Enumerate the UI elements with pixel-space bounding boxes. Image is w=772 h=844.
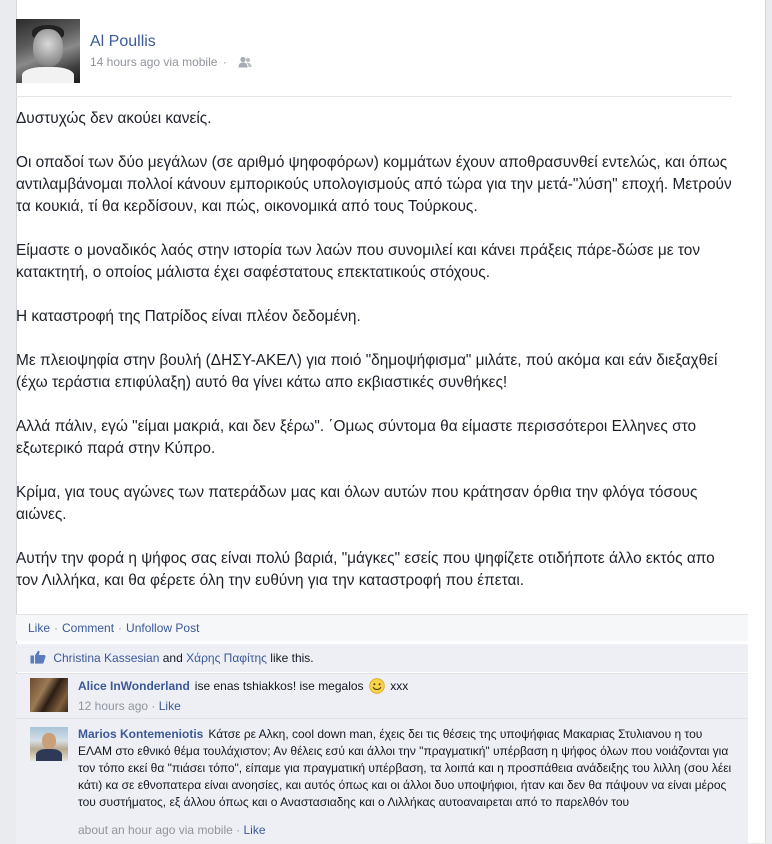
header-divider	[16, 96, 732, 97]
commenter-avatar[interactable]	[30, 678, 68, 712]
post-header	[16, 19, 736, 83]
comment-content	[78, 726, 738, 811]
avatar-shirt	[22, 67, 74, 83]
comment-meta	[78, 823, 266, 837]
comment-content	[78, 678, 738, 695]
likes-and: and	[162, 651, 183, 665]
post-paragraph: Οι οπαδοί των δύο μεγάλων (σε αριθμό ψηφοφόρων) κομμάτων έχουν αποθρασυνθεί εντελώς, και όπως αντιλαμβάνομαι πολλοί κάνουν εμπορικούς υπολογισμούς από τώρα για την μετά-"λύση" εποχή. Μετρούν τα κουκιά, τί θα κερδίσουν, και πώς, οικονομικά από τους Τούρκους.	[16, 154, 732, 215]
post-via: via mobile	[163, 55, 218, 69]
meta-separator: ·	[151, 699, 156, 713]
comment-text: ise enas tshiakkos! ise megalos	[194, 679, 364, 693]
post-paragraph: Αυτήν την φορά η ψήφος σας είναι πολύ βαριά, "μάγκες" εσείς που ψηφίζετε οτιδήποτε άλλο εκτός απο τον Λιλλήκα, και θα φέρετε όλη την ευθύνη για την καταστροφή που έπεται.	[16, 550, 715, 589]
meta-separator: ·	[236, 823, 241, 837]
post-paragraph: Δυστυχώς δεν ακούει κανείς.	[16, 110, 212, 127]
comment-text: Κάτσε ρε Αλκη, cool down man, έχεις δει τις θέσεις της υποψήφιας Μακαριας Στυλιανου η του ΕΛΑΜ στο εθνικό θέμα τουλάχιστον; Αν θέλεις εσύ και άλλοι την "πραγματική" υπέρβαση η ψήφος όλων που νοιάζονται για τον τόπο εκεί θα "πιάσει τόπο", είπαμε για πραγματική υπέρβαση, τα λοιπά και η προσπάθεια ανάδειξης του λιλλη (σου λέει κάτι) κα σε εθνοπατερα είναι ανοησίες, και αυτός όπως και οι άλλοι δυο υποψήφιοι, ήταν και δεν θα πάψουν να είναι μέρος του συστήματος, εξ άλλου όπως και ο Αναστασιαδης και ο Λιλλήκας αυτοαναιρεται από το παρελθόν του	[78, 727, 732, 809]
commenter-avatar[interactable]	[30, 727, 68, 761]
comment-item	[16, 673, 748, 718]
post-paragraph: Κρίμα, για τους αγώνες των πατεράδων μας και όλων αυτών που κράτησαν όρθια την φλόγα τόσους αιώνες.	[16, 484, 698, 523]
friends-icon[interactable]	[238, 56, 252, 68]
post-paragraph: Με πλειοψηφία στην βουλή (ΔΗΣΥ-ΑΚΕΛ) για ποιό "δημοψήφισμα" μιλάτε, πού ακόμα και εάν διεξαχθεί (έχω τεράστια επιφύλαξη) αυτό θα γίνει κάτω απο εκβιαστικές συνθήκες!	[16, 352, 718, 391]
comment-timestamp[interactable]: 12 hours ago	[78, 699, 149, 713]
post-paragraph: Είμαστε ο μοναδικός λαός στην ιστορία των λαών που συνομιλεί και κάνει πράξεις πάρε-δώσε με τον κατακτητή, ο οποίος μάλιστα έχει σαφέστατους επεκτατικούς στόχους.	[16, 242, 701, 281]
post-paragraph: Η καταστροφή της Πατρίδος είναι πλέον δεδομένη.	[16, 308, 361, 325]
meta-separator: ·	[222, 55, 227, 69]
comment-text-after: xxx	[390, 679, 409, 693]
author-name-link[interactable]: Al Poullis	[90, 33, 156, 50]
liker-link[interactable]: Χάρης Παφίτης	[186, 651, 267, 665]
action-separator: ·	[118, 621, 123, 635]
comment-like-button[interactable]: Like	[158, 699, 181, 713]
commenter-name-link[interactable]: Alice InWonderland	[78, 679, 190, 693]
action-separator: ·	[54, 621, 59, 635]
likes-summary	[16, 644, 748, 672]
author-avatar[interactable]	[16, 19, 80, 83]
liker-link[interactable]: Christina Kassesian	[53, 651, 160, 665]
avatar-face	[33, 29, 63, 67]
post-meta	[90, 55, 252, 69]
comment-item	[16, 718, 748, 844]
likes-suffix: like this.	[270, 651, 314, 665]
unfollow-post-button[interactable]: Unfollow Post	[126, 621, 200, 635]
like-button[interactable]: Like	[28, 621, 51, 635]
comment-timestamp[interactable]: about an hour ago	[78, 823, 176, 837]
avatar-face	[42, 733, 56, 749]
post-timestamp[interactable]: 14 hours ago	[90, 55, 161, 69]
post-body	[16, 108, 732, 614]
comment-meta	[78, 699, 181, 713]
avatar-shirt	[36, 749, 62, 761]
comment-button[interactable]: Comment	[62, 621, 115, 635]
thumbs-up-icon	[30, 646, 46, 660]
post-paragraph: Αλλά πάλιν, εγώ "είμαι μακριά, και δεν ξέρω". ΄Ομως σύντομα θα είμαστε περισσότεροι Ελληνες στο εξωτερικό παρά στην Κύπρο.	[16, 418, 697, 457]
smiley-icon	[369, 678, 385, 694]
comment-like-button[interactable]: Like	[243, 823, 266, 837]
comment-via: via mobile	[178, 823, 233, 837]
post-actions-bar	[16, 614, 748, 641]
commenter-name-link[interactable]: Marios Kontemeniotis	[78, 727, 204, 741]
